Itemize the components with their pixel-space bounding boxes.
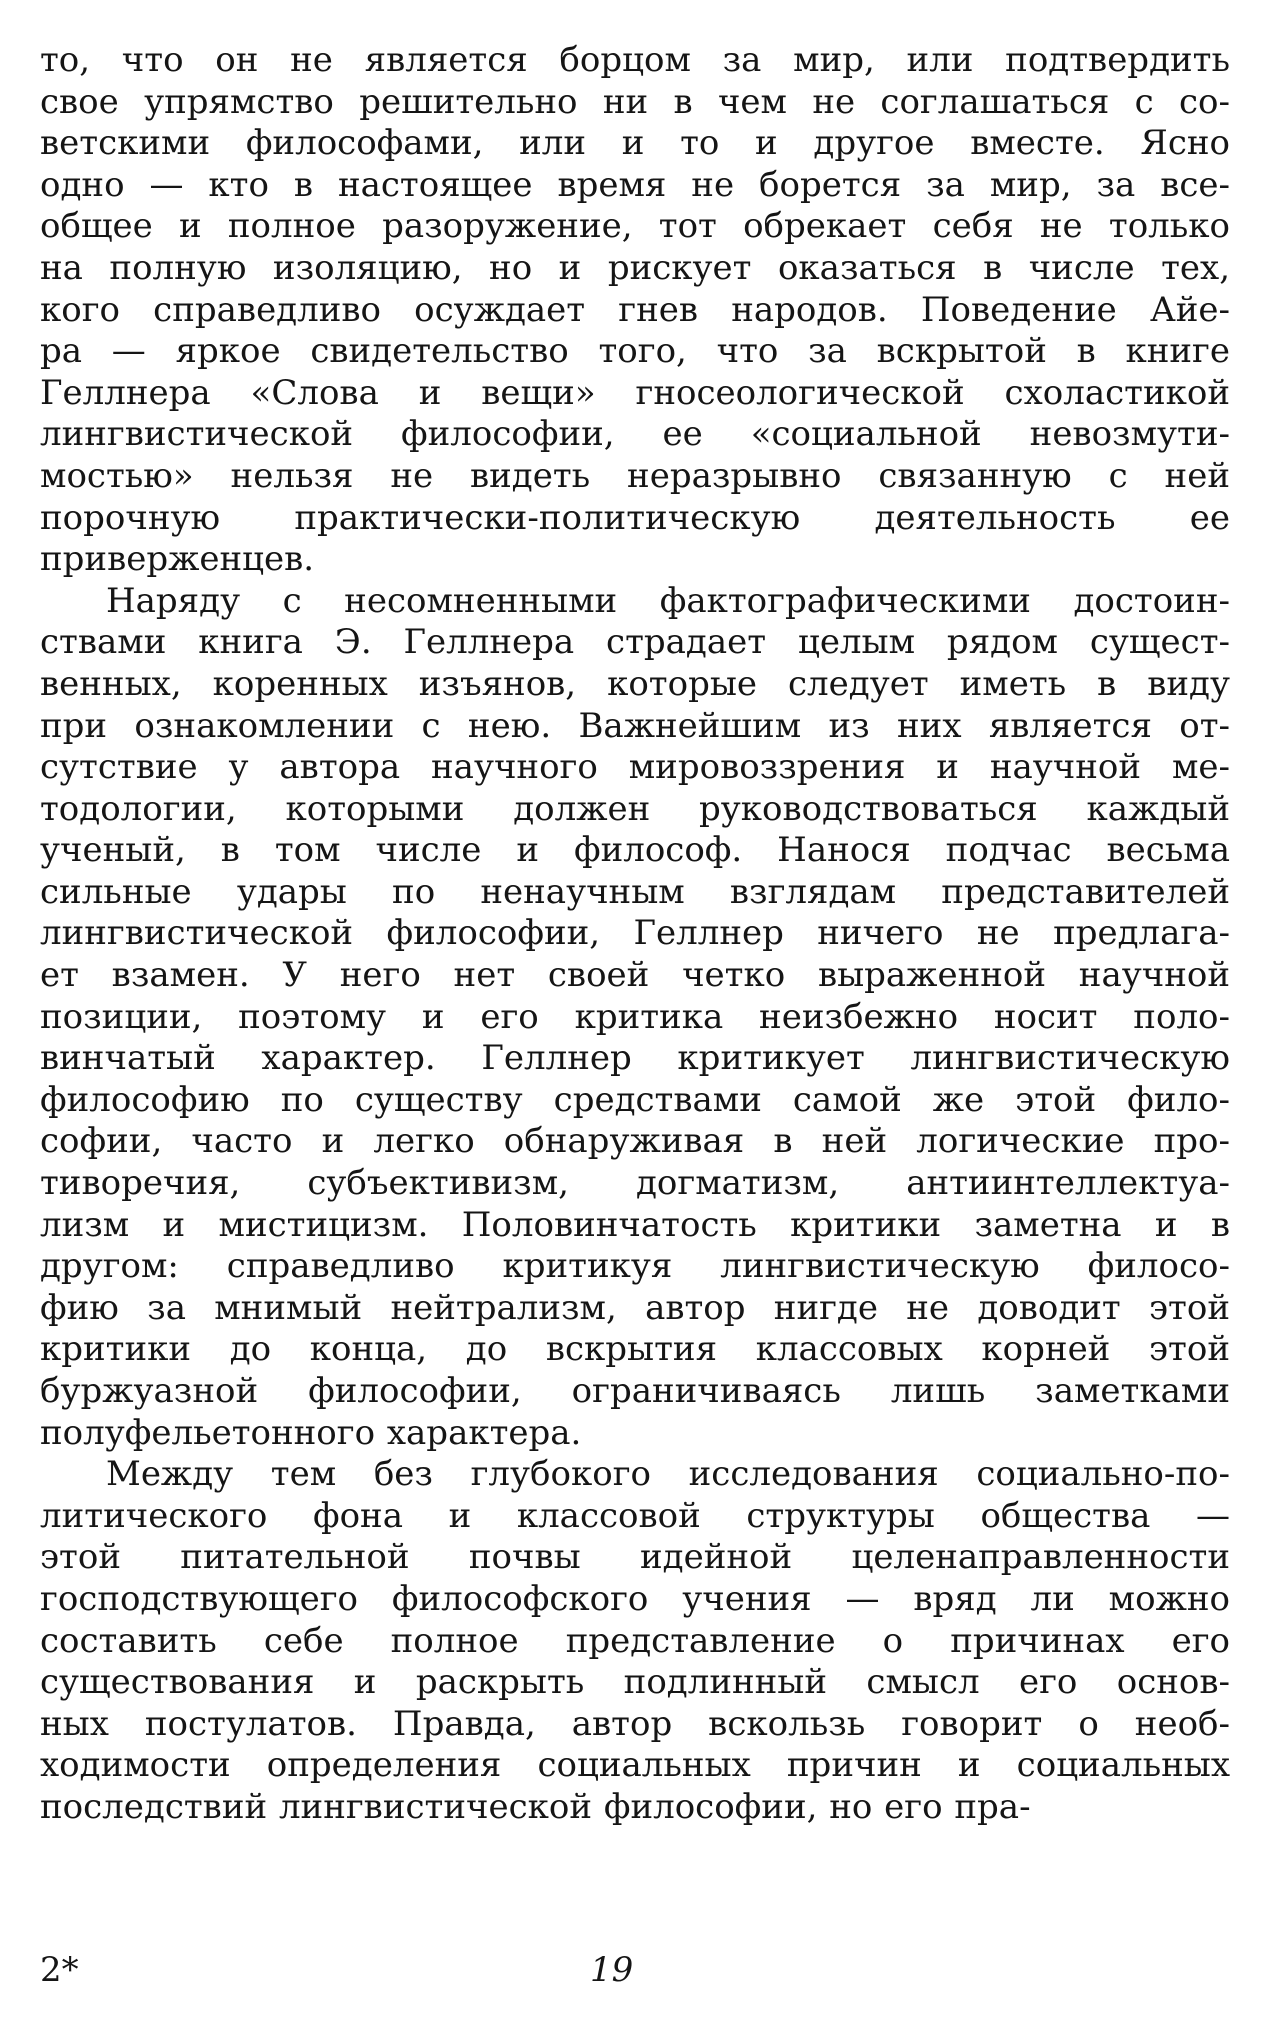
text-line: Наряду с несомненными фактографическими достоин-: [106, 580, 1230, 621]
text-line: ра — яркое свидетельство того, что за вскрытой в книге: [40, 331, 1230, 372]
text-line: приверженцев.: [40, 539, 315, 580]
text-line: тиворечия, субъективизм, догматизм, антиинтеллектуа-: [40, 1163, 1230, 1204]
text-line: ветскими философами, или и то и другое вместе. Ясно: [40, 123, 1230, 164]
text-line: порочную практически-политическую деятельность ее: [40, 497, 1230, 538]
text-line: литического фона и классовой структуры общества —: [40, 1495, 1230, 1536]
text-line: свое упрямство решительно ни в чем не соглашаться с со-: [40, 81, 1230, 122]
printer-signature-mark: 2*: [40, 1950, 79, 1990]
text-line: полуфельетонного характера.: [40, 1412, 582, 1453]
text-line: ствами книга Э. Геллнера страдает целым рядом сущест-: [40, 622, 1230, 663]
text-line: последствий лингвистической философии, но его пра-: [40, 1786, 1031, 1827]
text-line: ных постулатов. Правда, автор вскользь говорит о необ-: [40, 1703, 1230, 1744]
paragraph: [40, 581, 1230, 1454]
page-number: 19: [590, 1950, 634, 1990]
text-line: другом: справедливо критикуя лингвистическую филосо-: [40, 1246, 1230, 1287]
text-line: этой питательной почвы идейной целенаправленности: [40, 1537, 1230, 1578]
text-line: то, что он не является борцом за мир, или подтвердить: [40, 40, 1230, 80]
body-text: [40, 40, 1230, 1829]
text-line: существования и раскрыть подлинный смысл его основ-: [40, 1662, 1230, 1703]
text-line: сутствие у автора научного мировоззрения и научной ме-: [40, 747, 1230, 788]
text-line: господствующего философского учения — вряд ли можно: [40, 1578, 1230, 1619]
text-line: критики до конца, до вскрытия классовых корней этой: [40, 1329, 1230, 1370]
text-line: Между тем без глубокого исследования социально-по-: [106, 1454, 1230, 1495]
text-line: на полную изоляцию, но и рискует оказаться в числе тех,: [40, 247, 1230, 288]
text-line: составить себе полное представление о причинах его: [40, 1620, 1230, 1661]
text-line: общее и полное разоружение, тот обрекает себя не только: [40, 206, 1230, 247]
text-line: Геллнера «Слова и вещи» гносеологической схоластикой: [40, 372, 1230, 413]
text-line: мостью» нельзя не видеть неразрывно связанную с ней: [40, 455, 1230, 496]
text-line: кого справедливо осуждает гнев народов. Поведение Айе-: [40, 289, 1230, 330]
text-line: философию по существу средствами самой же этой фило-: [40, 1079, 1230, 1120]
text-line: позиции, поэтому и его критика неизбежно носит поло-: [40, 996, 1230, 1037]
text-line: софии, часто и легко обнаруживая в ней логические про-: [40, 1121, 1230, 1162]
text-line: лингвистической философии, Геллнер ничего не предлага-: [40, 913, 1230, 954]
book-page: [40, 40, 1230, 2020]
text-line: сильные удары по ненаучным взглядам представителей: [40, 871, 1230, 912]
text-line: ет взамен. У него нет своей четко выраженной научной: [40, 955, 1230, 996]
text-line: венных, коренных изъянов, которые следует иметь в виду: [40, 663, 1230, 704]
text-line: одно — кто в настоящее время не борется за мир, за все-: [40, 164, 1230, 205]
text-line: буржуазной философии, ограничиваясь лишь заметками: [40, 1371, 1230, 1411]
paragraph: [40, 1454, 1230, 1828]
text-line: ученый, в том числе и философ. Нанося подчас весьма: [40, 830, 1230, 871]
text-line: винчатый характер. Геллнер критикует лингвистическую: [40, 1038, 1230, 1079]
text-line: ходимости определения социальных причин и социальных: [40, 1745, 1230, 1786]
text-line: тодологии, которыми должен руководствоваться каждый: [40, 788, 1230, 829]
text-line: лизм и мистицизм. Половинчатость критики заметна и в: [40, 1204, 1230, 1245]
paragraph: [40, 40, 1230, 581]
text-line: лингвистической философии, ее «социальной невозмути-: [40, 414, 1230, 455]
text-line: при ознакомлении с нею. Важнейшим из них является от-: [40, 705, 1230, 746]
text-line: фию за мнимый нейтрализм, автор нигде не доводит этой: [40, 1287, 1230, 1328]
page-footer: [40, 1950, 1230, 2000]
